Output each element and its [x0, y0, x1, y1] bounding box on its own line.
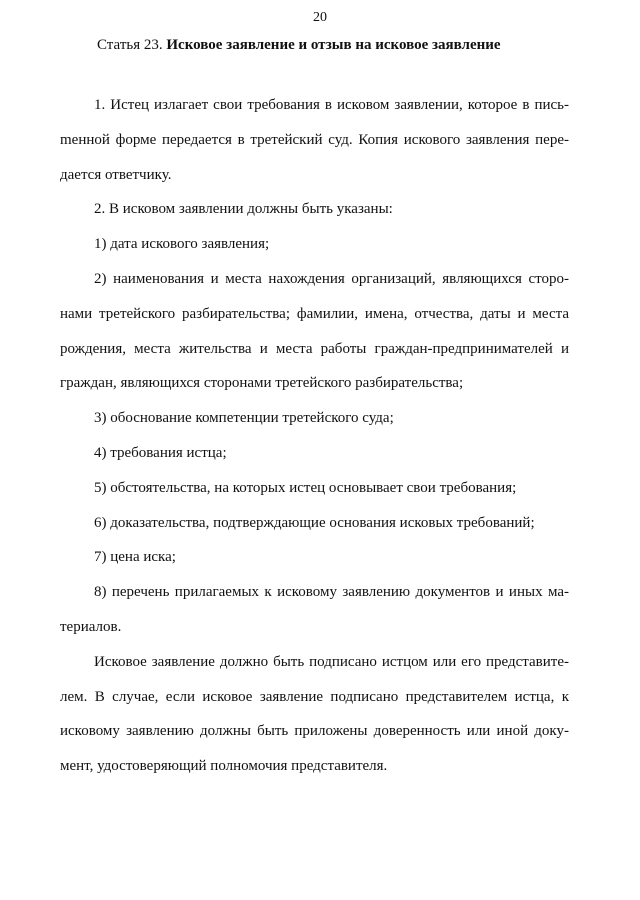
list-item-8: 8) перечень прилагаемых к исковому заявлению документов и иных материалов. — [60, 584, 569, 635]
article-heading — [97, 35, 501, 55]
article-body — [60, 88, 569, 784]
paragraph-2: 2. В исковом заявлении должны быть указаны: — [94, 201, 393, 218]
paragraph-signature: Исковое заявление должно быть подписано истцом или его представителем. В случае, если исковое заявление подписано представителем истца, к исковому заявлению должны быть приложены доверенность или иной документ, удостоверяющий полномочия представителя. — [60, 653, 569, 775]
list-item-2: 2) наименования и места нахождения организаций, являющихся сторонами третейского разбирательства; фамилии, имена, отчества, даты и места рождения, места жительства и места работы граждан-предпринимателей и граждан, являющихся сторонами третейского разбирательства; — [60, 270, 569, 392]
list-item-7: 7) цена иска; — [94, 549, 176, 566]
list-item-4: 4) требования истца; — [94, 444, 227, 461]
list-item-1: 1) дата искового заявления; — [94, 236, 270, 253]
paragraph-1: 1. Истец излагает свои требования в исковом заявлении, которое в письmенной форме передается в третейский суд. Копия искового заявления передается ответчику. — [60, 97, 569, 183]
list-item-3: 3) обоснование компетенции третейского суда; — [94, 410, 394, 427]
list-item-5: 5) обстоятельства, на которых истец основывает свои требования; — [94, 479, 517, 496]
article-label: Статья 23. — [97, 37, 163, 53]
article-title: Исковое заявление и отзыв на исковое заявление — [166, 37, 501, 53]
list-item-6: 6) доказательства, подтверждающие основания исковых требований; — [94, 514, 535, 531]
page-number: 20 — [313, 10, 327, 25]
